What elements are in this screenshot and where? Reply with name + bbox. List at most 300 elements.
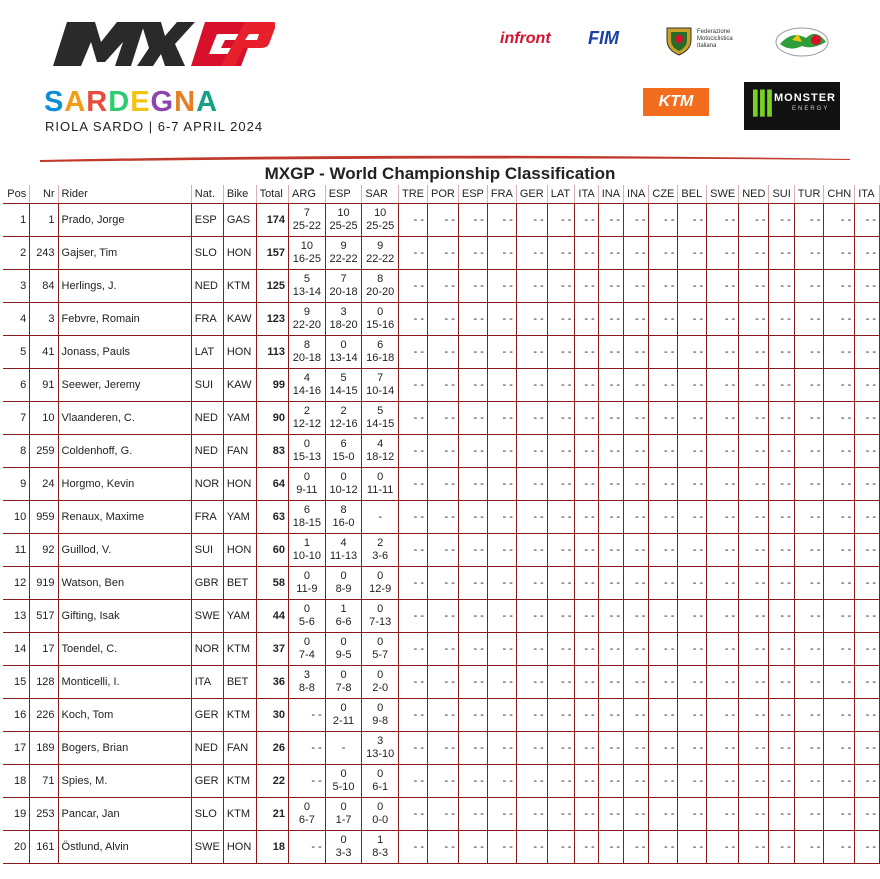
empty-race-cell: - - [624,270,649,303]
empty-race-cell: - - [624,699,649,732]
race-cell [362,270,399,303]
event-name-letter: A [64,86,87,118]
nation-cell: FRA [191,303,223,336]
empty-race-cell: - - [598,633,623,666]
number-cell: 259 [30,435,58,468]
race-heat-points: 18-12 [366,451,395,463]
empty-race-cell: - - [769,534,794,567]
nation-cell: SWE [191,831,223,864]
empty-race-cell: - - [598,303,623,336]
race-points: 2 [303,405,310,417]
race-points: 7 [377,372,384,384]
empty-race-cell: - - [649,204,678,237]
event-name-letter: N [174,86,197,118]
empty-race-cell: - - [598,501,623,534]
empty-race-cell: - - [547,204,575,237]
empty-race-cell: - - [707,699,739,732]
empty-race-cell: - - [824,765,855,798]
empty-race-cell: - - [707,468,739,501]
rider-cell: Spies, M. [58,765,191,798]
table-row [3,831,880,864]
empty-race-cell: - - [649,831,678,864]
empty-race-cell: - - [678,468,707,501]
race-heat-points: 16-25 [292,253,321,265]
column-header: TUR [794,185,824,204]
race-heat-points: 7-8 [335,682,352,694]
column-header: Total [256,185,288,204]
empty-race-cell: - - [769,600,794,633]
race-points: 0 [377,603,384,615]
empty-race-cell: - - [575,501,598,534]
pos-cell: 4 [3,303,30,336]
race-points: 5 [340,372,347,384]
empty-race-cell: - - [678,435,707,468]
empty-race-cell: - - [575,303,598,336]
empty-race-cell: - - [769,336,794,369]
empty-race-cell: - - [428,831,459,864]
event-name-letter: R [86,86,109,118]
bike-cell: HON [223,534,256,567]
empty-race-cell: - - [678,303,707,336]
empty-race-cell: - - [769,204,794,237]
empty-race-cell: - - [428,534,459,567]
race-cell [325,468,362,501]
total-cell: 123 [256,303,288,336]
empty-race-cell: - - [649,336,678,369]
race-cell [325,534,362,567]
empty-race-cell: - - [487,204,516,237]
empty-race-cell: - - [739,534,769,567]
column-header: BEL [678,185,707,204]
empty-race-cell: - - [458,303,487,336]
empty-race-cell: - - [649,798,678,831]
rider-cell: Vlaanderen, C. [58,402,191,435]
race-cell [289,468,326,501]
empty-race-cell: - - [794,270,824,303]
empty-race-cell: - - [575,270,598,303]
classification-table [3,185,880,864]
empty-race-cell: - - [516,699,547,732]
empty-race-cell: - - [575,369,598,402]
empty-race-cell: - - [824,699,855,732]
race-heat-points: 15-0 [332,451,355,463]
empty-race-cell: - - [624,666,649,699]
total-cell: 26 [256,732,288,765]
rider-cell: Pancar, Jan [58,798,191,831]
column-header: Pos [3,185,30,204]
empty-race-cell: - - [458,204,487,237]
empty-race-cell: - - [487,798,516,831]
race-heat-points: 7-4 [298,649,315,661]
empty-race-cell: - - [547,402,575,435]
race-points: 4 [340,537,347,549]
empty-race-cell: - - [624,402,649,435]
nation-cell: NED [191,270,223,303]
race-cell: - - [289,765,326,798]
empty-race-cell: - - [649,402,678,435]
pos-cell: 8 [3,435,30,468]
empty-race-cell: - - [739,765,769,798]
empty-race-cell: - - [707,501,739,534]
empty-race-cell: - - [707,534,739,567]
empty-race-cell: - - [624,204,649,237]
empty-race-cell: - - [794,501,824,534]
race-cell [289,237,326,270]
nation-cell: ITA [191,666,223,699]
race-cell [362,468,399,501]
race-cell [289,369,326,402]
empty-race-cell: - - [458,666,487,699]
empty-race-cell: - - [624,435,649,468]
race-cell [325,237,362,270]
empty-race-cell: - - [487,336,516,369]
empty-race-cell: - - [769,501,794,534]
empty-race-cell: - - [624,831,649,864]
empty-race-cell: - - [547,369,575,402]
empty-race-cell: - - [516,402,547,435]
empty-race-cell: - - [598,204,623,237]
pos-cell: 7 [3,402,30,435]
race-heat-points: 13-10 [366,748,395,760]
total-cell: 30 [256,699,288,732]
column-header: LAT [547,185,575,204]
total-cell: 90 [256,402,288,435]
number-cell: 161 [30,831,58,864]
empty-race-cell: - - [855,831,880,864]
empty-race-cell: - - [598,666,623,699]
race-cell [325,402,362,435]
empty-race-cell: - - [487,666,516,699]
race-points: 2 [377,537,384,549]
empty-race-cell: - - [739,303,769,336]
empty-race-cell: - - [399,501,428,534]
bike-cell: KTM [223,798,256,831]
race-cell [362,534,399,567]
event-name-letter: A [196,86,219,118]
empty-race-cell: - - [707,600,739,633]
empty-race-cell: - - [458,633,487,666]
infront-logo: infront [500,30,551,47]
empty-race-cell: - - [794,237,824,270]
bike-cell: HON [223,237,256,270]
empty-race-cell: - - [624,501,649,534]
empty-race-cell: - - [487,765,516,798]
empty-race-cell: - - [399,633,428,666]
race-heat-points: 16-0 [332,517,355,529]
race-heat-points: 20-18 [292,352,321,364]
race-heat-points: 3-6 [372,550,389,562]
empty-race-cell: - - [487,633,516,666]
empty-race-cell: - - [458,732,487,765]
empty-race-cell: - - [399,765,428,798]
race-points: 10 [374,207,387,219]
number-cell: 128 [30,666,58,699]
bike-cell: YAM [223,501,256,534]
empty-race-cell: - - [575,237,598,270]
race-cell [362,402,399,435]
empty-race-cell: - - [487,237,516,270]
race-points: 7 [340,273,347,285]
empty-race-cell: - - [516,765,547,798]
empty-race-cell: - - [516,501,547,534]
empty-race-cell: - - [487,369,516,402]
empty-race-cell: - - [769,468,794,501]
empty-race-cell: - - [769,270,794,303]
empty-race-cell: - - [516,831,547,864]
race-cell [362,204,399,237]
pos-cell: 16 [3,699,30,732]
bike-cell: KTM [223,765,256,798]
race-cell [325,567,362,600]
empty-race-cell: - - [739,204,769,237]
empty-race-cell: - - [624,468,649,501]
empty-race-cell: - - [855,600,880,633]
rider-cell: Guillod, V. [58,534,191,567]
empty-race-cell: - - [624,600,649,633]
empty-race-cell: - - [516,336,547,369]
empty-race-cell: - - [855,501,880,534]
total-cell: 60 [256,534,288,567]
column-header: SUI [769,185,794,204]
table-row [3,468,880,501]
race-cell [325,501,362,534]
empty-race-cell: - - [739,798,769,831]
race-heat-points: 8-8 [298,682,315,694]
empty-race-cell: - - [516,204,547,237]
race-points: 5 [303,273,310,285]
race-heat-points: 9-8 [372,715,389,727]
empty-race-cell: - - [598,600,623,633]
empty-race-cell: - - [649,369,678,402]
rider-cell: Coldenhoff, G. [58,435,191,468]
bike-cell: YAM [223,600,256,633]
empty-race-cell: - - [707,435,739,468]
empty-race-cell: - - [547,666,575,699]
empty-race-cell: - - [824,237,855,270]
empty-race-cell: - - [516,303,547,336]
empty-race-cell: - - [516,534,547,567]
empty-race-cell: - - [458,798,487,831]
race-cell [289,435,326,468]
empty-race-cell: - - [547,468,575,501]
table-body [3,204,880,864]
race-heat-points: 15-13 [292,451,321,463]
column-header: Bike [223,185,256,204]
empty-race-cell: - - [855,303,880,336]
empty-race-cell: - - [678,402,707,435]
race-heat-points: 13-14 [329,352,358,364]
number-cell: 3 [30,303,58,336]
column-header: FRA [487,185,516,204]
race-points: 3 [303,669,310,681]
table-row [3,765,880,798]
empty-race-cell: - - [678,600,707,633]
race-cell [289,501,326,534]
race-points: 6 [377,339,384,351]
race-points: 8 [303,339,310,351]
column-header: ITA [855,185,880,204]
table-row [3,567,880,600]
empty-race-cell: - - [707,831,739,864]
empty-race-cell: - - [458,435,487,468]
empty-race-cell: - - [399,270,428,303]
nation-cell: NOR [191,633,223,666]
empty-race-cell: - - [739,501,769,534]
empty-race-cell: - - [458,336,487,369]
empty-race-cell: - - [399,600,428,633]
empty-race-cell: - - [794,666,824,699]
empty-race-cell: - - [598,336,623,369]
page-header [0,0,880,160]
fmi-logo [665,24,745,58]
empty-race-cell: - - [598,270,623,303]
empty-race-cell: - - [794,435,824,468]
rider-cell: Monticelli, I. [58,666,191,699]
empty-race-cell: - - [739,732,769,765]
bike-cell: GAS [223,204,256,237]
empty-race-cell: - - [575,336,598,369]
empty-race-cell: - - [575,666,598,699]
bike-cell: KTM [223,699,256,732]
rider-cell: Renaux, Maxime [58,501,191,534]
empty-race-cell: - - [428,468,459,501]
total-cell: 157 [256,237,288,270]
number-cell: 189 [30,732,58,765]
race-cell [362,765,399,798]
empty-race-cell: - - [739,468,769,501]
event-subtitle: RIOLA SARDO | 6-7 APRIL 2024 [45,119,264,134]
empty-race-cell: - - [824,534,855,567]
rider-cell: Östlund, Alvin [58,831,191,864]
empty-race-cell: - - [707,270,739,303]
empty-race-cell: - - [516,468,547,501]
rider-cell: Febvre, Romain [58,303,191,336]
empty-race-cell: - - [428,336,459,369]
bike-cell: KTM [223,633,256,666]
empty-race-cell: - - [428,369,459,402]
race-heat-points: 18-20 [329,319,358,331]
race-points: 0 [377,636,384,648]
nation-cell: NED [191,435,223,468]
race-cell [325,303,362,336]
race-points: 0 [377,570,384,582]
empty-race-cell: - - [707,732,739,765]
race-heat-points: 7-13 [369,616,392,628]
empty-race-cell: - - [794,369,824,402]
rider-cell: Jonass, Pauls [58,336,191,369]
race-cell [289,303,326,336]
empty-race-cell: - - [487,567,516,600]
nation-cell: SWE [191,600,223,633]
race-cell [325,633,362,666]
total-cell: 36 [256,666,288,699]
empty-race-cell: - - [824,798,855,831]
empty-race-cell: - - [678,633,707,666]
empty-race-cell: - - [575,402,598,435]
empty-race-cell: - - [428,402,459,435]
race-heat-points: 9-11 [296,484,318,496]
total-cell: 21 [256,798,288,831]
column-header: ITA [575,185,598,204]
race-heat-points: 2-0 [372,682,389,694]
empty-race-cell: - - [649,435,678,468]
empty-race-cell: - - [458,831,487,864]
empty-race-cell: - - [649,600,678,633]
race-points: 0 [377,669,384,681]
empty-race-cell: - - [516,237,547,270]
mxgp-logo [45,14,275,80]
empty-race-cell: - - [575,468,598,501]
empty-race-cell: - - [487,534,516,567]
race-cell [325,336,362,369]
empty-race-cell: - - [794,534,824,567]
number-cell: 1 [30,204,58,237]
empty-race-cell: - - [624,567,649,600]
race-cell [325,369,362,402]
race-cell [325,270,362,303]
empty-race-cell: - - [399,369,428,402]
empty-race-cell: - - [649,501,678,534]
empty-race-cell: - - [678,798,707,831]
race-heat-points: 5-10 [332,781,355,793]
column-header: Nat. [191,185,223,204]
empty-race-cell: - - [399,732,428,765]
empty-race-cell: - - [855,765,880,798]
bike-cell: KAW [223,369,256,402]
total-cell: 44 [256,600,288,633]
empty-race-cell: - - [707,336,739,369]
empty-race-cell: - - [624,765,649,798]
race-heat-points: 11-11 [366,484,394,496]
race-heat-points: 20-20 [366,286,395,298]
bike-cell: YAM [223,402,256,435]
race-points: 0 [303,471,310,483]
monster-text: MONSTER [774,92,836,104]
empty-race-cell: - - [458,600,487,633]
empty-race-cell: - - [575,699,598,732]
race-points: 9 [377,240,384,252]
race-heat-points: 18-15 [292,517,321,529]
race-points: 0 [340,339,347,351]
race-heat-points: 12-16 [329,418,358,430]
empty-race-cell: - - [399,402,428,435]
race-heat-points: 22-20 [292,319,321,331]
table-row [3,699,880,732]
pos-cell: 3 [3,270,30,303]
race-heat-points: 6-1 [372,781,389,793]
table-row [3,600,880,633]
empty-race-cell: - - [707,666,739,699]
race-points: 0 [377,306,384,318]
nation-cell: LAT [191,336,223,369]
number-cell: 253 [30,798,58,831]
race-heat-points: 10-12 [329,484,358,496]
empty-race-cell: - - [575,435,598,468]
empty-race-cell: - - [678,237,707,270]
empty-race-cell: - - [649,468,678,501]
total-cell: 22 [256,765,288,798]
header-divider [40,154,850,162]
table-row [3,534,880,567]
race-heat-points: 14-15 [366,418,395,430]
race-cell [325,204,362,237]
race-cell [289,204,326,237]
race-cell [362,798,399,831]
empty-race-cell: - - [678,732,707,765]
empty-race-cell: - - [428,270,459,303]
empty-race-cell: - - [769,831,794,864]
empty-race-cell: - - [707,798,739,831]
